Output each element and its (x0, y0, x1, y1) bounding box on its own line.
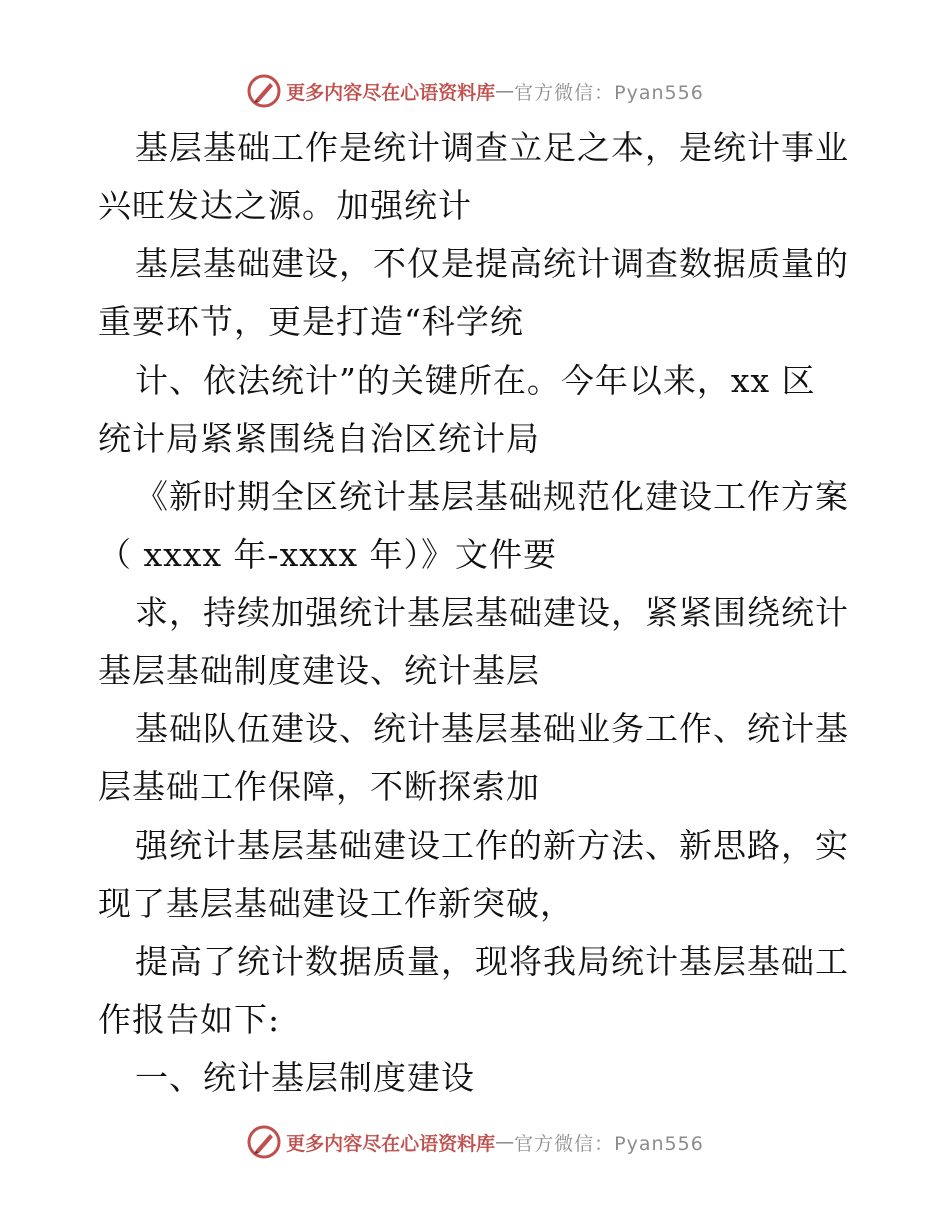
text-line: （ xxxx 年-xxxx 年）》文件要 (98, 535, 558, 574)
watermark-contact: 官方微信：Pyan556 (514, 81, 704, 104)
pen-seal-icon (246, 1124, 282, 1160)
text-line: 现了基层基础建设工作新突破， (98, 884, 574, 923)
text-line: 基层基础工作是统计调查立足之本，是统计事业 (135, 128, 849, 167)
watermark-contact: 官方微信：Pyan556 (514, 1132, 704, 1155)
text-line: 基层基础制度建设、统计基层 (98, 651, 540, 690)
text-line: 求，持续加强统计基层基础建设，紧紧围绕统计 (135, 593, 849, 632)
text-line: 兴旺发达之源。加强统计 (98, 186, 472, 225)
pen-seal-icon (246, 73, 282, 109)
text-line: 《新时期全区统计基层基础规范化建设工作方案 (135, 477, 849, 516)
text-line: 层基础工作保障，不断探索加 (98, 767, 540, 806)
watermark-main-text: 更多内容尽在心语资料库 (286, 81, 496, 104)
watermark-separator: — (495, 80, 515, 102)
text-line: 强统计基层基础建设工作的新方法、新思路，实 (135, 826, 849, 865)
text-line: 基层基础建设，不仅是提高统计调查数据质量的 (135, 244, 849, 283)
text-line: 提高了统计数据质量，现将我局统计基层基础工 (135, 942, 849, 981)
text-line: 基础队伍建设、统计基层基础业务工作、统计基 (135, 709, 849, 748)
watermark-separator: — (495, 1131, 515, 1153)
text-line: 重要环节，更是打造“科学统 (98, 302, 524, 341)
header-watermark (0, 71, 950, 111)
text-line: 作报告如下: (98, 1000, 281, 1039)
footer-watermark (0, 1122, 950, 1162)
text-line: 统计局紧紧围绕自治区统计局 (98, 419, 540, 458)
text-line: 计、依法统计”的关键所在。今年以来，xx 区 (135, 361, 816, 400)
section-heading: 一、统计基层制度建设 (135, 1058, 475, 1097)
watermark-main-text: 更多内容尽在心语资料库 (286, 1132, 496, 1155)
